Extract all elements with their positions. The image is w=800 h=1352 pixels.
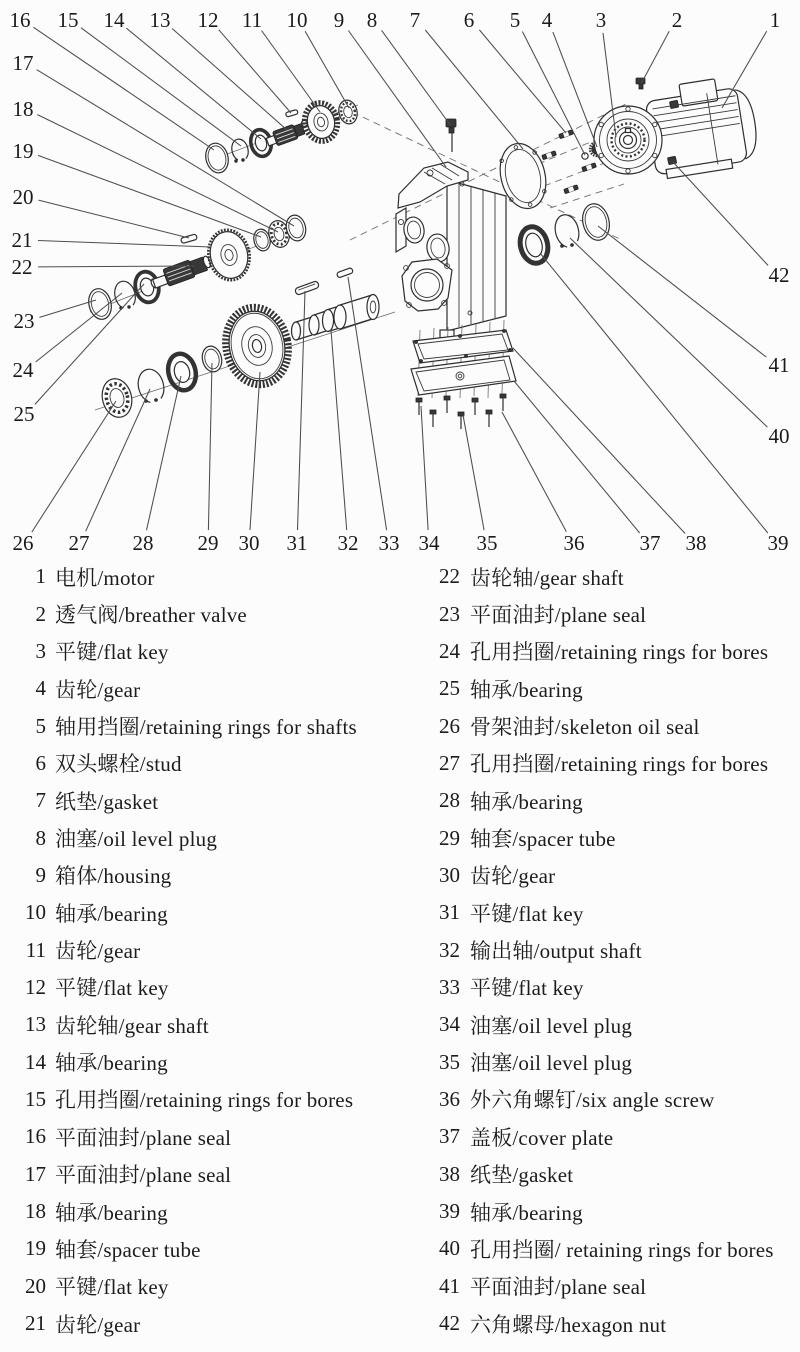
flat-key-33 bbox=[336, 267, 353, 278]
part-number: 7 bbox=[35, 788, 46, 813]
part-number: 39 bbox=[439, 1199, 460, 1224]
callout-leader-line bbox=[32, 401, 116, 532]
callout-leader-line bbox=[421, 406, 428, 530]
part-number: 15 bbox=[25, 1086, 46, 1111]
part-label: 油塞/oil level plug bbox=[470, 1051, 633, 1076]
callout-leader-line bbox=[425, 30, 523, 149]
parts-list-row bbox=[400, 1305, 800, 1342]
parts-list-row bbox=[400, 782, 800, 819]
screws-36 bbox=[416, 394, 506, 429]
part-label: 平面油封/plane seal bbox=[470, 603, 647, 628]
parts-list-row bbox=[0, 707, 400, 744]
callout-leader-line bbox=[598, 226, 766, 357]
callout-number: 11 bbox=[241, 8, 263, 32]
part-label: 平面油封/plane seal bbox=[470, 1275, 647, 1300]
parts-list-row bbox=[0, 1118, 400, 1155]
callout-number: 37 bbox=[639, 531, 661, 555]
parts-list-row bbox=[400, 819, 800, 856]
part-number: 14 bbox=[25, 1049, 46, 1074]
bearing-28 bbox=[164, 351, 199, 393]
flat-key-20 bbox=[180, 234, 197, 244]
callout-leader-line bbox=[553, 32, 597, 147]
part-label: 孔用挡圈/retaining rings for bores bbox=[470, 640, 769, 665]
part-label: 齿轮/gear bbox=[55, 677, 141, 702]
output-gear-30 bbox=[219, 301, 296, 390]
part-number: 42 bbox=[439, 1311, 460, 1336]
part-label: 输出轴/output shaft bbox=[470, 939, 642, 964]
callout-number: 12 bbox=[197, 8, 219, 32]
parts-list-row bbox=[400, 931, 800, 968]
callout-number: 26 bbox=[12, 531, 34, 555]
part-number: 35 bbox=[439, 1049, 460, 1074]
parts-list-row bbox=[400, 1230, 800, 1267]
plane-seal-23 bbox=[86, 286, 115, 321]
callout-leader-line bbox=[463, 415, 484, 530]
callout-number: 3 bbox=[595, 8, 607, 32]
part-label: 平面油封/plane seal bbox=[55, 1125, 232, 1150]
callout-number: 42 bbox=[768, 263, 790, 287]
input-plane-seal-16 bbox=[203, 141, 232, 175]
parts-list-row bbox=[0, 1305, 400, 1342]
callout-leader-line bbox=[81, 28, 241, 146]
parts-list-row bbox=[0, 819, 400, 856]
part-label: 双头螺栓/stud bbox=[55, 752, 182, 777]
part-number: 29 bbox=[439, 825, 460, 850]
parts-list-row bbox=[0, 1156, 400, 1193]
part-label: 纸垫/gasket bbox=[55, 789, 159, 814]
callout-number: 20 bbox=[12, 185, 34, 209]
callout-leader-line bbox=[514, 381, 640, 533]
callout-leader-line bbox=[33, 27, 214, 150]
parts-list-row bbox=[0, 931, 400, 968]
part-number: 19 bbox=[25, 1236, 46, 1261]
part-label: 孔用挡圈/retaining rings for bores bbox=[470, 752, 769, 777]
motor-1 bbox=[594, 74, 761, 180]
part-label: 轴承/bearing bbox=[55, 1051, 168, 1076]
part-number: 4 bbox=[35, 676, 46, 701]
callout-leader-line bbox=[36, 293, 122, 362]
callout-number: 24 bbox=[12, 358, 34, 382]
callout-leader-line bbox=[37, 115, 278, 232]
parts-list-row bbox=[400, 969, 800, 1006]
parts-list-row bbox=[0, 558, 400, 595]
part-label: 齿轮/gear bbox=[470, 864, 556, 889]
part-number: 33 bbox=[439, 974, 460, 999]
parts-list-row bbox=[0, 1006, 400, 1043]
callout-leader-line bbox=[540, 253, 768, 533]
part-number: 27 bbox=[439, 750, 460, 775]
parts-list-row bbox=[0, 595, 400, 632]
callout-number: 28 bbox=[132, 531, 154, 555]
part-label: 透气阀/breather valve bbox=[55, 603, 247, 628]
part-label: 平键/flat key bbox=[55, 1275, 169, 1300]
part-number: 30 bbox=[439, 862, 460, 887]
callout-number: 22 bbox=[11, 255, 33, 279]
part-number: 37 bbox=[439, 1124, 460, 1149]
parts-list-row bbox=[400, 1118, 800, 1155]
callout-leader-line bbox=[219, 30, 291, 113]
part-label: 齿轮轴/gear shaft bbox=[470, 565, 624, 590]
skeleton-oil-seal-26 bbox=[98, 376, 136, 421]
part-number: 18 bbox=[25, 1199, 46, 1224]
callout-number: 34 bbox=[418, 531, 440, 555]
part-number: 38 bbox=[439, 1161, 460, 1186]
part-number: 25 bbox=[439, 676, 460, 701]
callout-leader-line bbox=[673, 162, 768, 266]
part-number: 10 bbox=[25, 900, 46, 925]
part-number: 16 bbox=[25, 1124, 46, 1149]
part-number: 41 bbox=[439, 1273, 460, 1298]
callout-number: 16 bbox=[9, 8, 31, 32]
callout-number: 15 bbox=[57, 8, 79, 32]
callout-leader-line bbox=[641, 31, 669, 84]
part-label: 轴承/bearing bbox=[470, 1200, 583, 1225]
parts-list-row bbox=[400, 894, 800, 931]
callout-number: 23 bbox=[13, 309, 35, 333]
parts-list-row bbox=[0, 857, 400, 894]
part-number: 13 bbox=[25, 1012, 46, 1037]
part-number: 17 bbox=[25, 1161, 46, 1186]
callout-leader-line bbox=[522, 32, 585, 156]
gear-shaft-22 bbox=[148, 253, 213, 291]
part-number: 20 bbox=[25, 1273, 46, 1298]
part-label: 孔用挡圈/retaining rings for bores bbox=[55, 1088, 354, 1113]
part-label: 盖板/cover plate bbox=[470, 1125, 614, 1150]
parts-list-row bbox=[0, 782, 400, 819]
part-number: 11 bbox=[25, 937, 46, 962]
part-number: 8 bbox=[35, 825, 46, 850]
part-number: 34 bbox=[439, 1012, 460, 1037]
callout-number: 25 bbox=[13, 402, 35, 426]
part-number: 23 bbox=[439, 601, 460, 626]
part-number: 12 bbox=[25, 974, 46, 999]
part-label: 油塞/oil level plug bbox=[470, 1013, 633, 1038]
parts-list-row bbox=[0, 633, 400, 670]
parts-list bbox=[0, 558, 800, 1352]
part-label: 轴承/bearing bbox=[55, 1200, 168, 1225]
part-number: 36 bbox=[439, 1086, 460, 1111]
callout-number: 29 bbox=[197, 531, 219, 555]
callout-leader-line bbox=[172, 29, 287, 131]
callout-number: 35 bbox=[476, 531, 498, 555]
parts-list-column-right bbox=[400, 558, 800, 1352]
housing-9 bbox=[396, 133, 506, 342]
part-number: 31 bbox=[439, 900, 460, 925]
plane-seal-41 bbox=[579, 201, 613, 243]
callout-leader-line bbox=[513, 348, 685, 534]
parts-list-row bbox=[400, 1156, 800, 1193]
callout-number: 8 bbox=[366, 8, 378, 32]
part-label: 轴套/spacer tube bbox=[470, 827, 616, 852]
parts-list-row bbox=[400, 1006, 800, 1043]
part-number: 26 bbox=[439, 713, 460, 738]
retaining-ring-15 bbox=[230, 137, 251, 162]
part-label: 轴套/spacer tube bbox=[55, 1237, 201, 1262]
parts-list-row bbox=[0, 1043, 400, 1080]
callout-number: 33 bbox=[378, 531, 400, 555]
callout-leader-line bbox=[348, 277, 387, 530]
callout-number: 2 bbox=[671, 8, 683, 32]
part-label: 平键/flat key bbox=[470, 976, 584, 1001]
parts-list-row bbox=[0, 969, 400, 1006]
retaining-ring-40 bbox=[552, 212, 582, 250]
callout-leader-line bbox=[570, 238, 767, 427]
parts-list-row bbox=[400, 670, 800, 707]
part-label: 纸垫/gasket bbox=[470, 1163, 574, 1188]
callout-number: 13 bbox=[149, 8, 171, 32]
callout-number: 32 bbox=[337, 531, 359, 555]
part-label: 平键/flat key bbox=[55, 976, 169, 1001]
parts-list-row bbox=[400, 595, 800, 632]
part-label: 轴用挡圈/retaining rings for shafts bbox=[55, 715, 357, 740]
part-number: 9 bbox=[35, 862, 46, 887]
callout-leader-line bbox=[250, 372, 260, 530]
callout-number: 10 bbox=[286, 8, 308, 32]
callout-leader-line bbox=[305, 31, 349, 108]
flat-key-31 bbox=[295, 281, 320, 296]
part-label: 轴承/bearing bbox=[55, 901, 168, 926]
parts-list-row bbox=[0, 1193, 400, 1230]
parts-list-column-left bbox=[0, 558, 400, 1352]
part-label: 平面油封/plane seal bbox=[55, 1163, 232, 1188]
parts-list-row bbox=[400, 633, 800, 670]
callout-number: 17 bbox=[12, 51, 34, 75]
retaining-ring-27 bbox=[135, 366, 167, 405]
parts-list-row bbox=[400, 558, 800, 595]
callout-leader-line bbox=[208, 363, 212, 530]
bearing-10 bbox=[336, 98, 359, 126]
callout-leader-line bbox=[722, 31, 767, 108]
callout-number: 30 bbox=[238, 531, 260, 555]
part-label: 齿轮轴/gear shaft bbox=[55, 1013, 209, 1038]
callout-leader-line bbox=[331, 330, 347, 530]
callout-number: 19 bbox=[12, 139, 34, 163]
part-number: 5 bbox=[35, 713, 46, 738]
callout-number: 41 bbox=[768, 353, 790, 377]
callout-leader-line bbox=[39, 200, 190, 238]
part-number: 1 bbox=[35, 564, 46, 589]
part-number: 24 bbox=[439, 638, 460, 663]
callout-number: 40 bbox=[768, 424, 790, 448]
callout-number: 31 bbox=[286, 531, 308, 555]
exploded-assembly-diagram bbox=[0, 0, 800, 560]
parts-list-row bbox=[0, 1230, 400, 1267]
part-number: 6 bbox=[35, 750, 46, 775]
callout-number: 27 bbox=[68, 531, 90, 555]
callout-number: 38 bbox=[685, 531, 707, 555]
parts-list-row bbox=[0, 745, 400, 782]
parts-list-row bbox=[0, 670, 400, 707]
parts-list-row bbox=[400, 1193, 800, 1230]
parts-list-row bbox=[400, 1081, 800, 1118]
parts-list-row bbox=[400, 857, 800, 894]
part-label: 油塞/oil level plug bbox=[55, 827, 218, 852]
part-label: 六角螺母/hexagon nut bbox=[470, 1312, 667, 1337]
parts-list-row bbox=[400, 1268, 800, 1305]
part-number: 3 bbox=[35, 638, 46, 663]
part-label: 平键/flat key bbox=[470, 901, 584, 926]
callout-leader-line bbox=[38, 155, 261, 237]
callout-leader-line bbox=[502, 412, 566, 532]
callout-number: 39 bbox=[767, 531, 789, 555]
part-label: 轴承/bearing bbox=[470, 677, 583, 702]
callout-number: 7 bbox=[409, 8, 421, 32]
part-number: 40 bbox=[439, 1236, 460, 1261]
part-number: 2 bbox=[35, 601, 46, 626]
callout-leader-line bbox=[147, 376, 182, 530]
callout-number: 4 bbox=[541, 8, 553, 32]
callout-leader-line bbox=[39, 300, 96, 317]
callout-number: 6 bbox=[463, 8, 475, 32]
callout-number: 5 bbox=[509, 8, 521, 32]
callout-leader-line bbox=[126, 28, 261, 139]
shaft-retaining-ring-5 bbox=[582, 153, 588, 159]
callout-number: 1 bbox=[769, 8, 781, 32]
gear-21 bbox=[204, 226, 255, 284]
part-label: 轴承/bearing bbox=[470, 789, 583, 814]
callout-number: 36 bbox=[563, 531, 585, 555]
part-number: 21 bbox=[25, 1311, 46, 1336]
parts-list-row bbox=[400, 745, 800, 782]
gear-11 bbox=[301, 99, 341, 144]
callout-number: 9 bbox=[333, 8, 345, 32]
callout-number: 21 bbox=[11, 228, 33, 252]
callout-number: 18 bbox=[12, 97, 34, 121]
part-label: 骨架油封/skeleton oil seal bbox=[470, 715, 700, 740]
part-label: 齿轮/gear bbox=[55, 939, 141, 964]
part-number: 22 bbox=[439, 564, 460, 589]
bearing-39 bbox=[516, 224, 551, 266]
parts-list-row bbox=[0, 1268, 400, 1305]
parts-list-row bbox=[400, 1043, 800, 1080]
part-label: 齿轮/gear bbox=[55, 1312, 141, 1337]
motor-flange bbox=[594, 106, 662, 174]
part-number: 32 bbox=[439, 937, 460, 962]
part-number: 28 bbox=[439, 788, 460, 813]
parts-list-row bbox=[0, 894, 400, 931]
part-label: 孔用挡圈/ retaining rings for bores bbox=[470, 1237, 774, 1262]
part-label: 平键/flat key bbox=[55, 640, 169, 665]
callout-number: 14 bbox=[103, 8, 125, 32]
part-label: 外六角螺钉/six angle screw bbox=[470, 1088, 715, 1113]
callout-leader-line bbox=[382, 30, 451, 126]
parts-list-row bbox=[0, 1081, 400, 1118]
parts-list-row bbox=[400, 707, 800, 744]
part-label: 电机/motor bbox=[55, 565, 155, 590]
callout-leader-line bbox=[479, 30, 566, 133]
part-label: 箱体/housing bbox=[55, 864, 172, 889]
flat-key-12 bbox=[285, 109, 298, 117]
